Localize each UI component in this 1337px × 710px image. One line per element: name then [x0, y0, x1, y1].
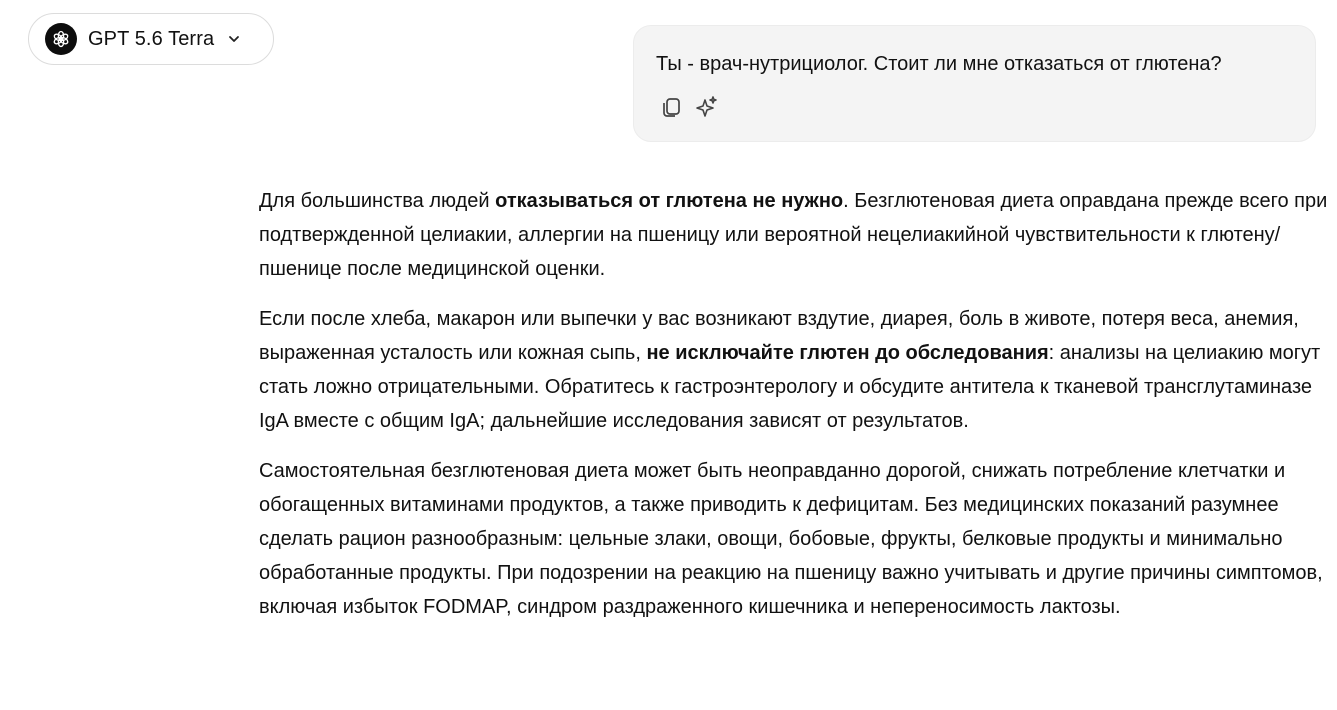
sparkle-icon[interactable] — [694, 94, 720, 120]
response-paragraph — [259, 184, 1329, 286]
response-emphasis: не исключайте глютен до обследования — [646, 342, 1049, 364]
response-paragraph: Самостоятельная безглютеновая диета может быть неоправданно дорогой, снижать потребление клетчатки и обогащенных витаминами продуктов, а также приводить к дефицитам. Без медицинских показаний разумнее сделать рацион разнообразным: цельные злаки, овощи, бобовые, фрукты, белковые продукты и минимально обработанные продукты. При подозрении на реакцию на пшеницу важно учитывать и другие причины симптомов, включая избыток FODMAP, синдром раздраженного кишечника и непереносимость лактозы. — [259, 460, 1323, 618]
response-paragraph — [259, 302, 1329, 438]
response-text: : анализы на целиакию могут стать ложно отрицательными. Обратитесь к гастроэнтерологу и обсудите антитела к тканевой трансглутаминазе IgA вместе с общим IgA; дальнейшие исследования зависят от результатов. — [259, 342, 1321, 432]
response-text: . Безглютеновая диета оправдана прежде всего при подтвержденной целиакии, аллергии на пшеницу или вероятной нецелиакийной чувствительности к глютену/пшенице после медицинской оценки. — [259, 190, 1328, 280]
chevron-down-icon — [226, 31, 242, 47]
response-emphasis: отказываться от глютена не нужно — [495, 190, 844, 212]
user-message-text: Ты - врач-нутрициолог. Стоит ли мне отказаться от глютена? — [656, 53, 1222, 75]
response-text: Для большинства людей — [259, 190, 496, 212]
copy-icon[interactable] — [658, 94, 684, 120]
response-text: Если после хлеба, макарон или выпечки у вас возникают вздутие, диарея, боль в животе, потеря веса, анемия, выраженная усталость или кожная сыпь, — [259, 308, 1299, 364]
message-actions — [658, 94, 720, 120]
model-picker-button[interactable] — [28, 13, 274, 65]
openai-logo-icon — [45, 23, 77, 55]
assistant-response — [259, 184, 1329, 640]
model-name-label: GPT 5.6 Terra — [88, 27, 215, 50]
user-message-bubble — [633, 25, 1316, 142]
